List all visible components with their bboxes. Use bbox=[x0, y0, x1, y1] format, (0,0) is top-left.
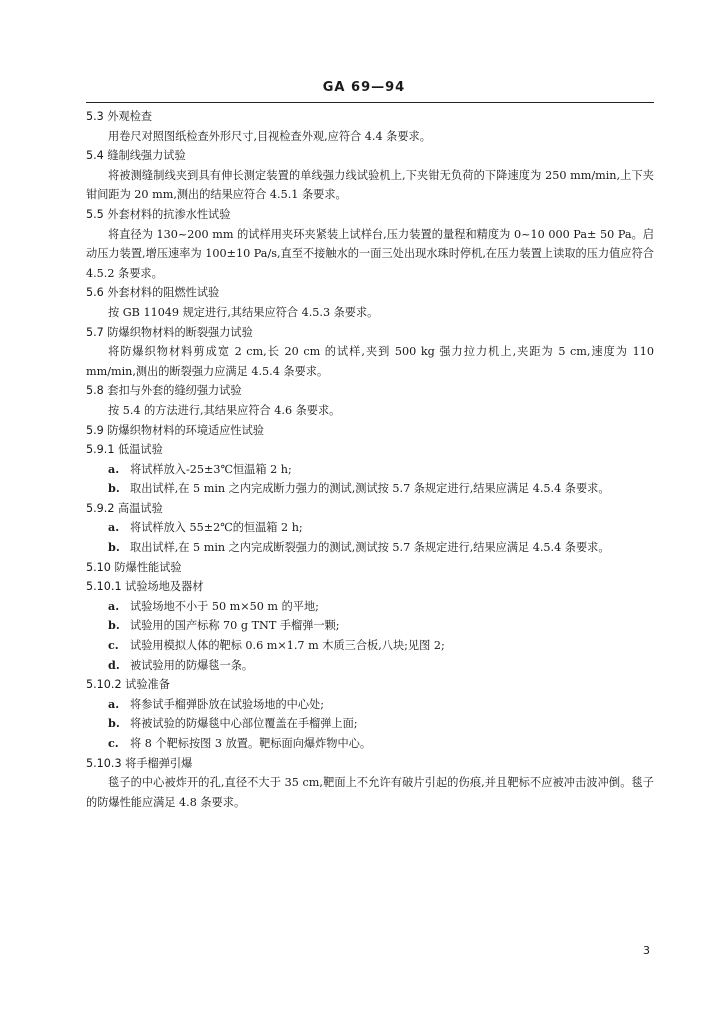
list-marker: c. bbox=[108, 638, 119, 653]
list-marker: a. bbox=[108, 461, 120, 476]
section-paragraph: 将被测缝制线夹到具有伸长测定装置的单线强力线试验机上,下夹钳无负荷的下降速度为 250 mm/min,上下夹钳间距为 20 mm,测出的结果应符合 4.5.1 条要求。 bbox=[86, 168, 654, 202]
list-marker: a. bbox=[108, 696, 120, 711]
list-marker: b. bbox=[108, 716, 120, 731]
list-item-text: 取出试样,在 5 min 之内完成断力强力的测试,测试按 5.7 条规定进行,结果应满足 4.5.4 条要求。 bbox=[130, 482, 610, 496]
subsection-heading: 5.9.1 低温试验 bbox=[86, 443, 163, 457]
list-item bbox=[86, 460, 654, 480]
list-item-text: 试验场地不小于 50 m×50 m 的平地; bbox=[130, 599, 319, 613]
list-item-text: 将 8 个靶标按图 3 放置。靶标面向爆炸物中心。 bbox=[130, 737, 372, 750]
list-item bbox=[86, 597, 654, 617]
section-heading: 5.9 防爆织物材料的环境适应性试验 bbox=[86, 423, 264, 437]
list-item-text: 被试验用的防爆毯一条。 bbox=[130, 658, 254, 672]
section-paragraph: 将防爆织物材料剪成宽 2 cm,长 20 cm 的试样,夹到 500 kg 强力拉力机上,夹距为 5 cm,速度为 110 mm/min,测出的断裂强力应满足 4.5.4 条要求。 bbox=[86, 345, 654, 378]
section-heading: 5.6 外套材料的阻燃性试验 bbox=[86, 286, 220, 300]
subsection-heading: 5.10.1 试验场地及器材 bbox=[86, 580, 204, 594]
list-marker: a. bbox=[108, 598, 120, 613]
subsection-heading: 5.10.2 试验准备 bbox=[86, 678, 170, 692]
list-marker: d. bbox=[108, 657, 120, 672]
subsection-heading: 5.10.3 将手榴弹引爆 bbox=[86, 756, 193, 770]
section-paragraph: 将直径为 130~200 mm 的试样用夹环夹紧装上试样台,压力装置的量程和精度为 0~10 000 Pa± 50 Pa。启动压力装置,增压速率为 100±10 Pa/s,直至不接触水的一面三处出现水珠时停机,在压力装置上读取的压力值应符合 4.5.2 条要求。 bbox=[86, 227, 654, 280]
list-item bbox=[86, 636, 654, 656]
list-item-text: 将被试验的防爆毯中心部位覆盖在手榴弹上面; bbox=[130, 717, 358, 731]
section-paragraph: 按 GB 11049 规定进行,其结果应符合 4.5.3 条要求。 bbox=[108, 305, 379, 319]
section-heading: 5.3 外观检查 bbox=[86, 110, 153, 123]
list-marker: b. bbox=[108, 618, 120, 633]
list-item-text: 将试样放入 55±2℃的恒温箱 2 h; bbox=[130, 521, 303, 535]
list-marker: c. bbox=[108, 736, 119, 750]
list-item-text: 试验用的国产标称 70 g TNT 手榴弹一颗; bbox=[130, 619, 340, 633]
list-item bbox=[86, 714, 654, 734]
page-number: 3 bbox=[643, 944, 650, 957]
list-item-text: 取出试样,在 5 min 之内完成断裂强力的测试,测试按 5.7 条规定进行,结果应满足 4.5.4 条要求。 bbox=[130, 541, 610, 555]
section-heading: 5.4 缝制线强力试验 bbox=[86, 149, 186, 163]
document-body bbox=[86, 107, 654, 812]
section-heading: 5.5 外套材料的抗渗水性试验 bbox=[86, 207, 231, 221]
section-paragraph: 毯子的中心被炸开的孔,直径不大于 35 cm,靶面上不允许有破片引起的伤痕,并且靶标不应被冲击波冲倒。毯子的防爆性能应满足 4.8 条要求。 bbox=[86, 776, 654, 809]
list-marker: b. bbox=[108, 540, 120, 555]
list-item-text: 将试样放入-25±3℃恒温箱 2 h; bbox=[130, 462, 292, 476]
list-item bbox=[86, 616, 654, 636]
list-item bbox=[86, 734, 654, 754]
document-header: GA 69—94 bbox=[322, 80, 406, 95]
subsection-heading: 5.9.2 高温试验 bbox=[86, 501, 163, 515]
list-item-text: 将参试手榴弹卧放在试验场地的中心处; bbox=[130, 697, 324, 711]
list-marker: a. bbox=[108, 520, 120, 535]
list-item bbox=[86, 479, 654, 499]
section-heading: 5.7 防爆织物材料的断裂强力试验 bbox=[86, 325, 253, 339]
header-rule bbox=[86, 102, 654, 103]
section-heading: 5.10 防爆性能试验 bbox=[86, 560, 182, 574]
list-item bbox=[86, 695, 654, 715]
section-paragraph: 按 5.4 的方法进行,其结果应符合 4.6 条要求。 bbox=[108, 403, 341, 417]
list-marker: b. bbox=[108, 481, 120, 496]
list-item bbox=[86, 518, 654, 538]
section-paragraph: 用卷尺对照图纸检查外形尺寸,目视检查外观,应符合 4.4 条要求。 bbox=[108, 129, 431, 143]
section-heading: 5.8 套扣与外套的缝纫强力试验 bbox=[86, 384, 242, 398]
list-item bbox=[86, 538, 654, 558]
list-item-text: 试验用模拟人体的靶标 0.6 m×1.7 m 木质三合板,八块;见图 2; bbox=[130, 639, 445, 653]
list-item bbox=[86, 656, 654, 676]
